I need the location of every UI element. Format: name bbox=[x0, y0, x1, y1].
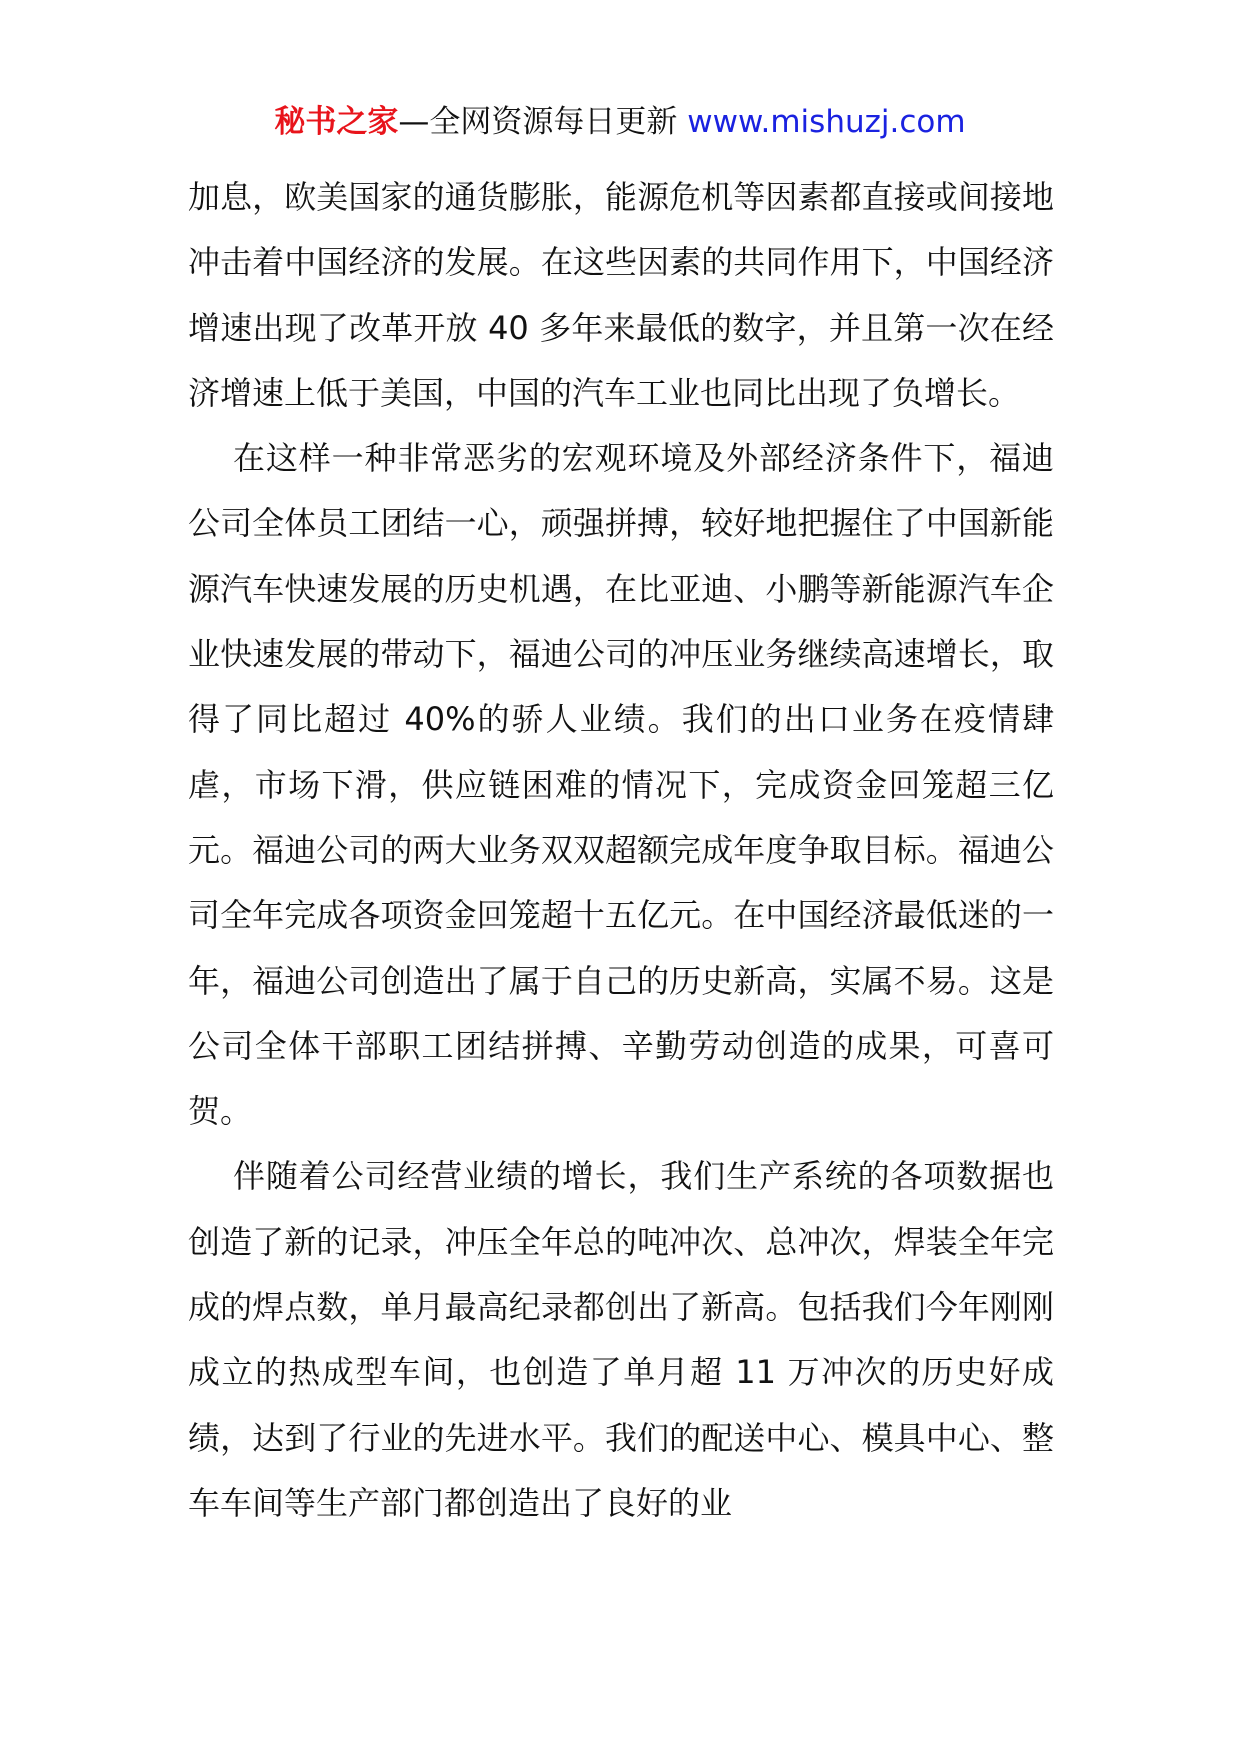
header-tagline: —全网资源每日更新 bbox=[398, 104, 678, 140]
site-url-link[interactable]: www.mishuzj.com bbox=[687, 104, 966, 140]
site-header bbox=[0, 100, 1240, 144]
paragraph-1: 加息，欧美国家的通货膨胀，能源危机等因素都直接或间接地冲击着中国经济的发展。在这些因素的共同作用下，中国经济增速出现了改革开放 40 多年来最低的数字，并且第一次在经济增速上低于美国，中国的汽车工业也同比出现了负增长。 bbox=[188, 178, 1054, 412]
document-body bbox=[188, 165, 1054, 1536]
paragraph-3: 伴随着公司经营业绩的增长，我们生产系统的各项数据也创造了新的记录，冲压全年总的吨冲次、总冲次，焊装全年完成的焊点数，单月最高纪录都创出了新高。包括我们今年刚刚成立的热成型车间，也创造了单月超 11 万冲次的历史好成绩，达到了行业的先进水平。我们的配送中心、模具中心、整车车间等生产部门都创造出了良好的业 bbox=[188, 1157, 1054, 1522]
paragraph-2: 在这样一种非常恶劣的宏观环境及外部经济条件下，福迪公司全体员工团结一心，顽强拼搏，较好地把握住了中国新能源汽车快速发展的历史机遇，在比亚迪、小鹏等新能源汽车企业快速发展的带动下，福迪公司的冲压业务继续高速增长，取得了同比超过 40%的骄人业绩。我们的出口业务在疫情肆虐，市场下滑，供应链困难的情况下，完成资金回笼超三亿元。福迪公司的两大业务双双超额完成年度争取目标。福迪公司全年完成各项资金回笼超十五亿元。在中国经济最低迷的一年，福迪公司创造出了属于自己的历史新高，实属不易。这是公司全体干部职工团结拼搏、辛勤劳动创造的成果，可喜可贺。 bbox=[188, 439, 1054, 1131]
brand-name: 秘书之家 bbox=[274, 104, 399, 140]
